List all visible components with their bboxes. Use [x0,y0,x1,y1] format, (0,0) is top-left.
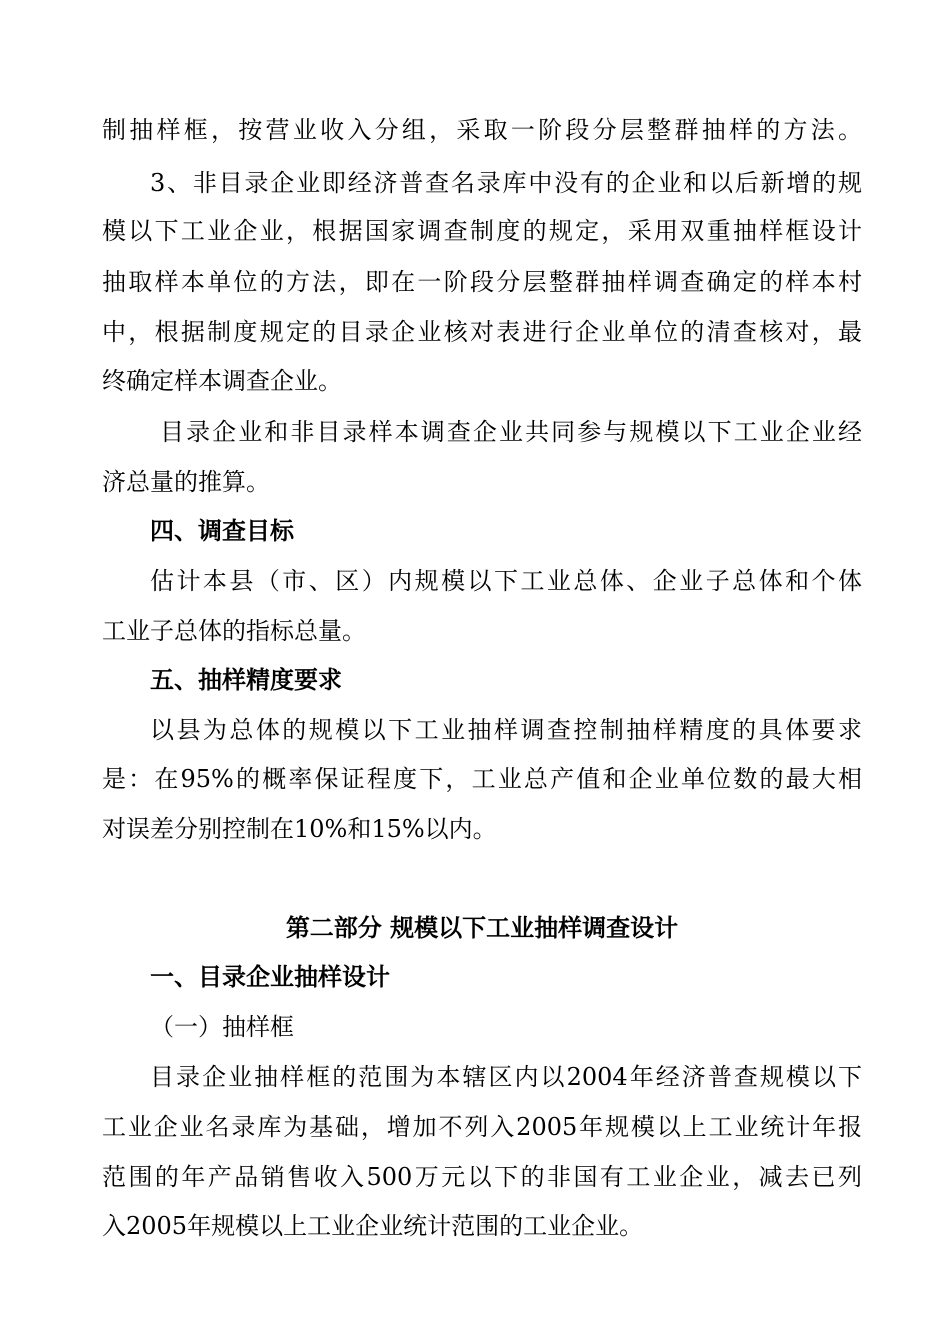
section-heading: 一、目录企业抽样设计 [150,963,390,991]
paragraph-line: 制抽样框，按营业收入分组，采取一阶段分层整群抽样的方法。 [102,116,862,144]
paragraph-line: 模以下工业企业，根据国家调查制度的规定，采用双重抽样框设计 [102,217,862,245]
paragraph-line: 抽取样本单位的方法，即在一阶段分层整群抽样调查确定的样本村 [102,268,862,296]
paragraph-line: 对误差分别控制在10%和15%以内。 [102,815,497,843]
paragraph-line: 目录企业抽样框的范围为本辖区内以2004年经济普查规模以下 [150,1063,862,1091]
paragraph-line: 工业企业名录库为基础，增加不列入2005年规模以上工业统计年报 [102,1113,862,1141]
paragraph-line: 是：在95%的概率保证程度下，工业总产值和企业单位数的最大相 [102,765,862,793]
paragraph-line: 估计本县（市、区）内规模以下工业总体、企业子总体和个体 [150,567,862,595]
subsection-heading: （一）抽样框 [150,1013,294,1041]
paragraph-line: 范围的年产品销售收入500万元以下的非国有工业企业，减去已列 [102,1163,862,1191]
paragraph-line: 济总量的推算。 [102,468,270,496]
paragraph-line: 3、非目录企业即经济普查名录库中没有的企业和以后新增的规 [150,169,862,197]
paragraph-line: 目录企业和非目录样本调查企业共同参与规模以下工业企业经 [160,418,862,446]
section-heading: 四、调查目标 [150,517,294,545]
paragraph-line: 以县为总体的规模以下工业抽样调查控制抽样精度的具体要求 [150,716,862,744]
paragraph-line: 终确定样本调查企业。 [102,367,342,395]
paragraph-line: 中，根据制度规定的目录企业核对表进行企业单位的清查核对，最 [102,318,862,346]
section-heading: 五、抽样精度要求 [150,666,342,694]
part-title: 第二部分 规模以下工业抽样调查设计 [285,914,679,942]
paragraph-line: 工业子总体的指标总量。 [102,617,366,645]
paragraph-line: 入2005年规模以上工业企业统计范围的工业企业。 [102,1212,644,1240]
